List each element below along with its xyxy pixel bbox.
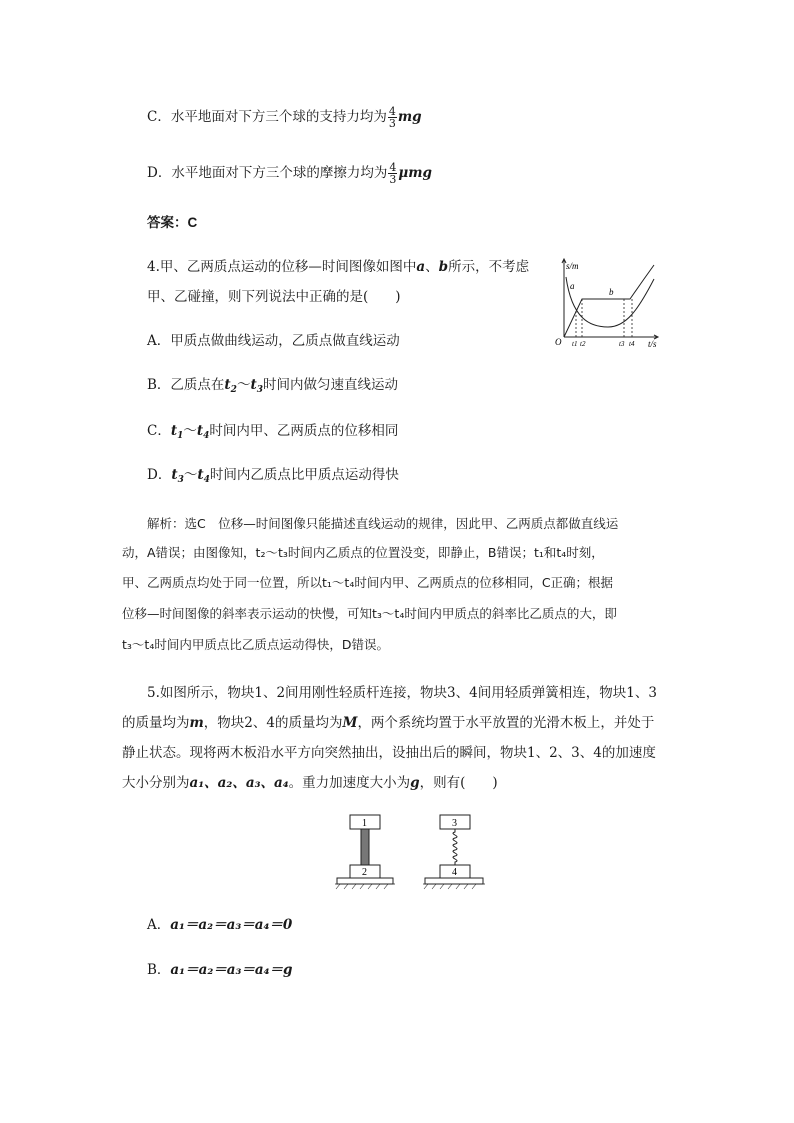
block-2-label: 2 bbox=[362, 867, 367, 878]
curve-b-label: b bbox=[609, 287, 614, 297]
tick-t4: t4 bbox=[629, 340, 635, 348]
q4-option-b bbox=[147, 375, 398, 400]
q4-option-d-post: 时间内乙质点比甲质点运动得快 bbox=[209, 467, 399, 483]
option-d-text: 水平地面对下方三个球的摩擦力均为 bbox=[171, 165, 388, 181]
q4-stem-line1 bbox=[147, 257, 529, 277]
var-t3: $t_3$ bbox=[171, 467, 184, 485]
option-c bbox=[147, 106, 422, 129]
rigid-rod bbox=[361, 829, 369, 865]
q4-stem-text: 4.甲、乙两质点运动的位移—时间图像如图中 bbox=[147, 259, 417, 275]
var-t4: $t_4$ bbox=[197, 467, 210, 485]
q5-stem-line2 bbox=[122, 713, 654, 733]
spring bbox=[453, 829, 457, 865]
tilde: ～ bbox=[183, 423, 197, 439]
var-M: M bbox=[342, 715, 358, 731]
answer-label: 答案： bbox=[147, 215, 188, 230]
tilde: ～ bbox=[183, 467, 198, 483]
answer bbox=[147, 213, 197, 233]
ground-hatching bbox=[336, 884, 476, 889]
q5-option-a bbox=[147, 915, 292, 935]
q4-option-c-post: 时间内甲、乙两质点的位移相同 bbox=[209, 423, 399, 439]
q5-text: 大小分别为 bbox=[122, 775, 190, 791]
option-d bbox=[147, 162, 432, 185]
analysis-line-2: 动，A错误；由图像知，t₂～t₃时间内乙质点的位置没变，即静止，B错误；t₁和t₄时刻， bbox=[122, 545, 604, 560]
var-t1: $t_1$ bbox=[170, 423, 184, 441]
q5-text: ，两个系统均置于水平放置的光滑木板上，并处于 bbox=[357, 715, 655, 731]
answer-value: C bbox=[187, 215, 198, 230]
q5-text: 的质量均为 bbox=[122, 715, 190, 731]
q5-option-b-expr: a₁＝a₂＝a₃＝a₄＝g bbox=[170, 962, 293, 978]
q4-option-c bbox=[147, 421, 398, 446]
q5-text: ，则有( ) bbox=[419, 775, 498, 791]
y-axis-label: s/m bbox=[566, 261, 579, 271]
block-1-label: 1 bbox=[362, 818, 367, 829]
fraction-denominator: 3 bbox=[388, 117, 396, 130]
origin-label: O bbox=[555, 337, 562, 347]
analysis-line-3: 甲、乙两质点均处于同一位置，所以t₁～t₄时间内甲、乙两质点的位移相同，C正确；根据 bbox=[122, 575, 614, 590]
q5-option-b-label: B． bbox=[147, 962, 171, 978]
fraction bbox=[388, 106, 397, 129]
curve-b bbox=[564, 265, 654, 337]
q4-option-c-pre: C． bbox=[147, 423, 171, 439]
q4-option-b-pre: B．乙质点在 bbox=[147, 377, 225, 393]
q4-stem-text: 所示，不考虑 bbox=[448, 259, 530, 275]
q4-sep: 、 bbox=[425, 259, 439, 275]
position-time-graph bbox=[552, 255, 672, 350]
q4-option-d bbox=[147, 465, 399, 490]
q5-option-a-expr: a₁＝a₂＝a₃＝a₄＝0 bbox=[170, 917, 293, 933]
q5-stem-line3: 静止状态。现将两木板沿水平方向突然抽出，设抽出后的瞬间，物块1、2、3、4的加速度 bbox=[122, 745, 656, 761]
analysis-line-1: 解析：选C 位移—时间图像只能描述直线运动的规律，因此甲、乙两质点都做直线运 bbox=[147, 516, 619, 531]
blocks-figure bbox=[332, 812, 492, 892]
q5-option-b bbox=[147, 960, 293, 980]
q4-option-d-pre: D． bbox=[147, 467, 172, 483]
q4-option-b-post: 时间内做匀速直线运动 bbox=[262, 377, 398, 393]
var-g: g bbox=[410, 775, 420, 791]
q5-text: 。重力加速度大小为 bbox=[288, 775, 411, 791]
tilde: ～ bbox=[236, 377, 251, 393]
fraction-numerator: 4 bbox=[389, 161, 397, 174]
right-board bbox=[425, 878, 483, 884]
var-accelerations: a₁、a₂、a₃、a₄ bbox=[189, 775, 289, 791]
tick-t3: t3 bbox=[619, 340, 625, 348]
var-t2: $t_2$ bbox=[224, 377, 237, 395]
curve-a-label: a bbox=[570, 281, 575, 291]
q4-option-a: A．甲质点做曲线运动，乙质点做直线运动 bbox=[147, 333, 400, 349]
var-t3: $t_3$ bbox=[250, 377, 263, 395]
q5-text: ，物块2、4的质量均为 bbox=[203, 715, 343, 731]
fraction-denominator: 3 bbox=[389, 173, 397, 186]
x-axis-label: t/s bbox=[648, 339, 657, 349]
block-4-label: 4 bbox=[452, 867, 457, 878]
block-3-label: 3 bbox=[452, 818, 457, 829]
analysis-line-5: t₃～t₄时间内甲质点比乙质点运动得快，D错误。 bbox=[122, 637, 389, 652]
tick-t2: t2 bbox=[580, 340, 586, 348]
q5-stem-line4 bbox=[122, 773, 498, 793]
fraction bbox=[388, 162, 397, 185]
tick-t1: t1 bbox=[572, 340, 578, 348]
option-d-label: D． bbox=[147, 165, 172, 181]
fraction-numerator: 4 bbox=[388, 105, 396, 118]
analysis-line-4: 位移—时间图像的斜率表示运动的快慢，可知t₃～t₄时间内甲质点的斜率比乙质点的大，即 bbox=[122, 606, 617, 621]
option-c-tail: mg bbox=[397, 109, 422, 125]
var-m: m bbox=[189, 715, 204, 731]
q4-stem-line2: 甲、乙碰撞，则下列说法中正确的是( ) bbox=[147, 289, 401, 305]
q5-stem-line1: 5.如图所示，物块1、2间用刚性轻质杆连接，物块3、4间用轻质弹簧相连，物块1、3 bbox=[147, 685, 657, 701]
q4-var-b: b bbox=[438, 259, 449, 275]
q4-var-a: a bbox=[416, 259, 426, 275]
option-d-tail: μmg bbox=[398, 165, 432, 181]
q5-option-a-label: A． bbox=[147, 917, 171, 933]
option-c-label: C． bbox=[147, 109, 171, 125]
var-t4: $t_4$ bbox=[196, 423, 210, 441]
curve-a bbox=[566, 277, 654, 327]
left-board bbox=[337, 878, 393, 884]
option-c-text: 水平地面对下方三个球的支持力均为 bbox=[170, 109, 387, 125]
